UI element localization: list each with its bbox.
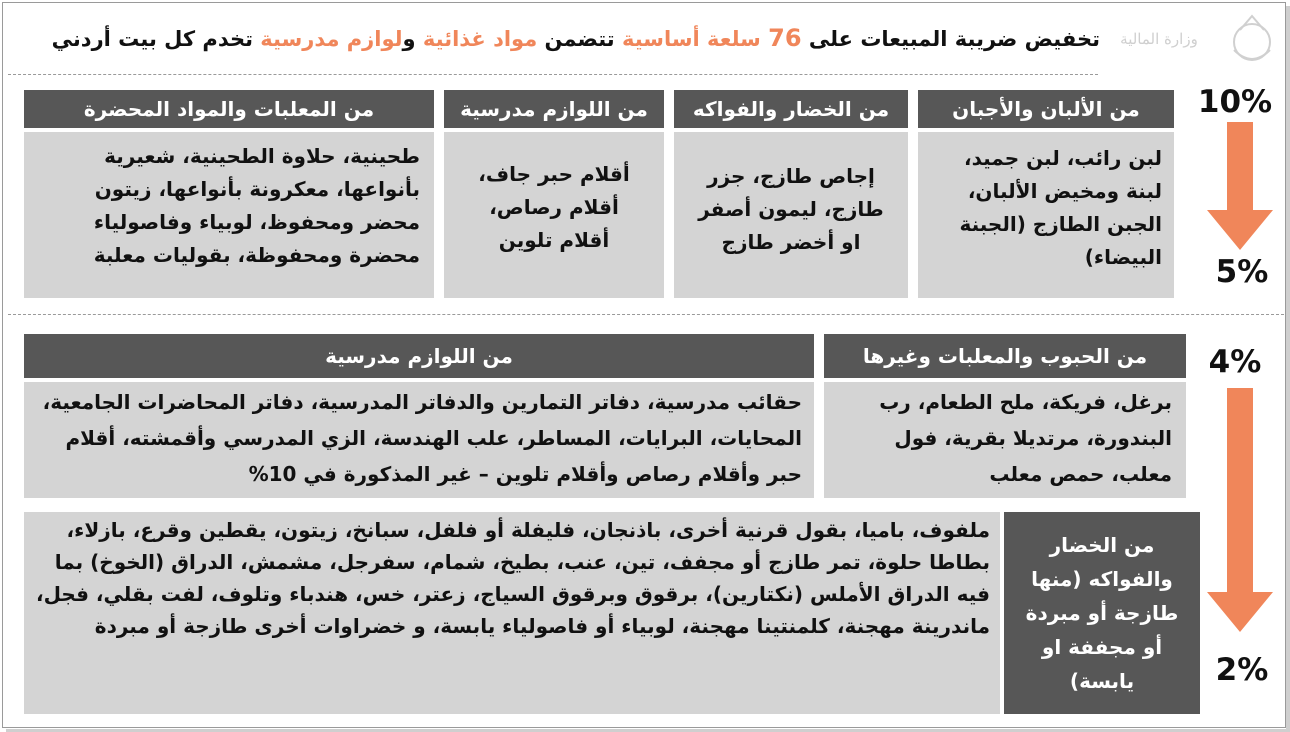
school-text: أقلام حبر جاف، أقلام رصاص، أقلام تلوين: [478, 162, 630, 252]
ministry-name: وزارة المالية: [1120, 30, 1198, 48]
canned-header: من المعلبات والمواد المحضرة: [24, 90, 434, 128]
section-divider: [8, 314, 1284, 315]
pct-from-10: 10%: [1197, 84, 1273, 120]
veg2-text: ملفوف، باميا، بقول قرنية أخرى، باذنجان، فليفلة أو فلفل، سبانخ، زيتون، يقطين وقرع، بازلاء، بطاطا حلوة، تمر طازج أو مجفف، تين، عنب، بطيخ، شمام، سفرجل، مشمش، الدراق (الخوخ) بما فيه الدراق الأملس (نكتارين)، برقوق وبرقوق السياج، زعتر، خس، هندباء وتلوف، لفت بقلي، فجل، ماندرينة مهجنة، كلمنتينا مهجنة، لوبياء أو فاصولياء يابسة، و خضراوات أخرى طازجة أو مبردة: [35, 518, 990, 638]
title-count: 76: [768, 24, 802, 52]
frame-shadow: [1286, 6, 1290, 730]
veg-header: من الخضار والفواكه: [674, 90, 908, 128]
pct-from-4: 4%: [1208, 344, 1262, 380]
title-part2: سلعة أساسية: [621, 27, 769, 51]
canned-text: طحينية، حلاوة الطحينية، شعيرية بأنواعها، معكرونة بأنواعها، زيتون محضر ومحفوظ، لوبياء وفاصولياء محضرة ومحفوظة، بقوليات معلبة: [93, 144, 420, 267]
veg2-header: من الخضار والفواكه (منها طازجة أو مبردة أو مجففة او يابسة): [1004, 512, 1200, 714]
page-title: [18, 22, 1100, 55]
title-divider: [8, 74, 1098, 75]
title-school: لوازم مدرسية: [260, 27, 403, 51]
school2-header: من اللوازم مدرسية: [24, 334, 814, 378]
title-part5: تخدم كل بيت أردني: [51, 27, 261, 51]
school2-text: حقائب مدرسية، دفاتر التمارين والدفاتر المدرسية، دفاتر المحاضرات الجامعية، المحايات، البرايات، المساطر، علب الهندسة، الزي المدرسي وأقمشته، أقلام حبر وأقلام رصاص وأقلام تلوين – غير المذكورة في 10%: [42, 390, 802, 486]
dairy-header: من الألبان والأجبان: [918, 90, 1174, 128]
pct-to-5: 5%: [1215, 254, 1269, 290]
title-food: مواد غذائية: [422, 27, 538, 51]
title-part3: تتضمن: [537, 27, 622, 51]
pct-to-2: 2%: [1215, 652, 1269, 688]
arrow-down-icon: [1205, 122, 1275, 252]
grains-text: برغل، فريكة، ملح الطعام، رب البندورة، مرتديلا بقرية، فول معلب، حمص معلب: [879, 390, 1172, 486]
veg-text: إجاص طازج، جزر طازج، ليمون أصفر او أخضر طازج: [698, 164, 884, 254]
dairy-text: لبن رائب، لبن جميد، لبنة ومخيض الألبان، الجبن الطازج (الجبنة البيضاء): [959, 146, 1162, 269]
title-part4: و: [402, 27, 423, 51]
title-part1: تخفيض ضريبة المبيعات على: [801, 27, 1100, 51]
arrow-down-icon-2: [1205, 388, 1275, 634]
school-header: من اللوازم مدرسية: [444, 90, 664, 128]
grains-header: من الحبوب والمعلبات وغيرها: [824, 334, 1186, 378]
